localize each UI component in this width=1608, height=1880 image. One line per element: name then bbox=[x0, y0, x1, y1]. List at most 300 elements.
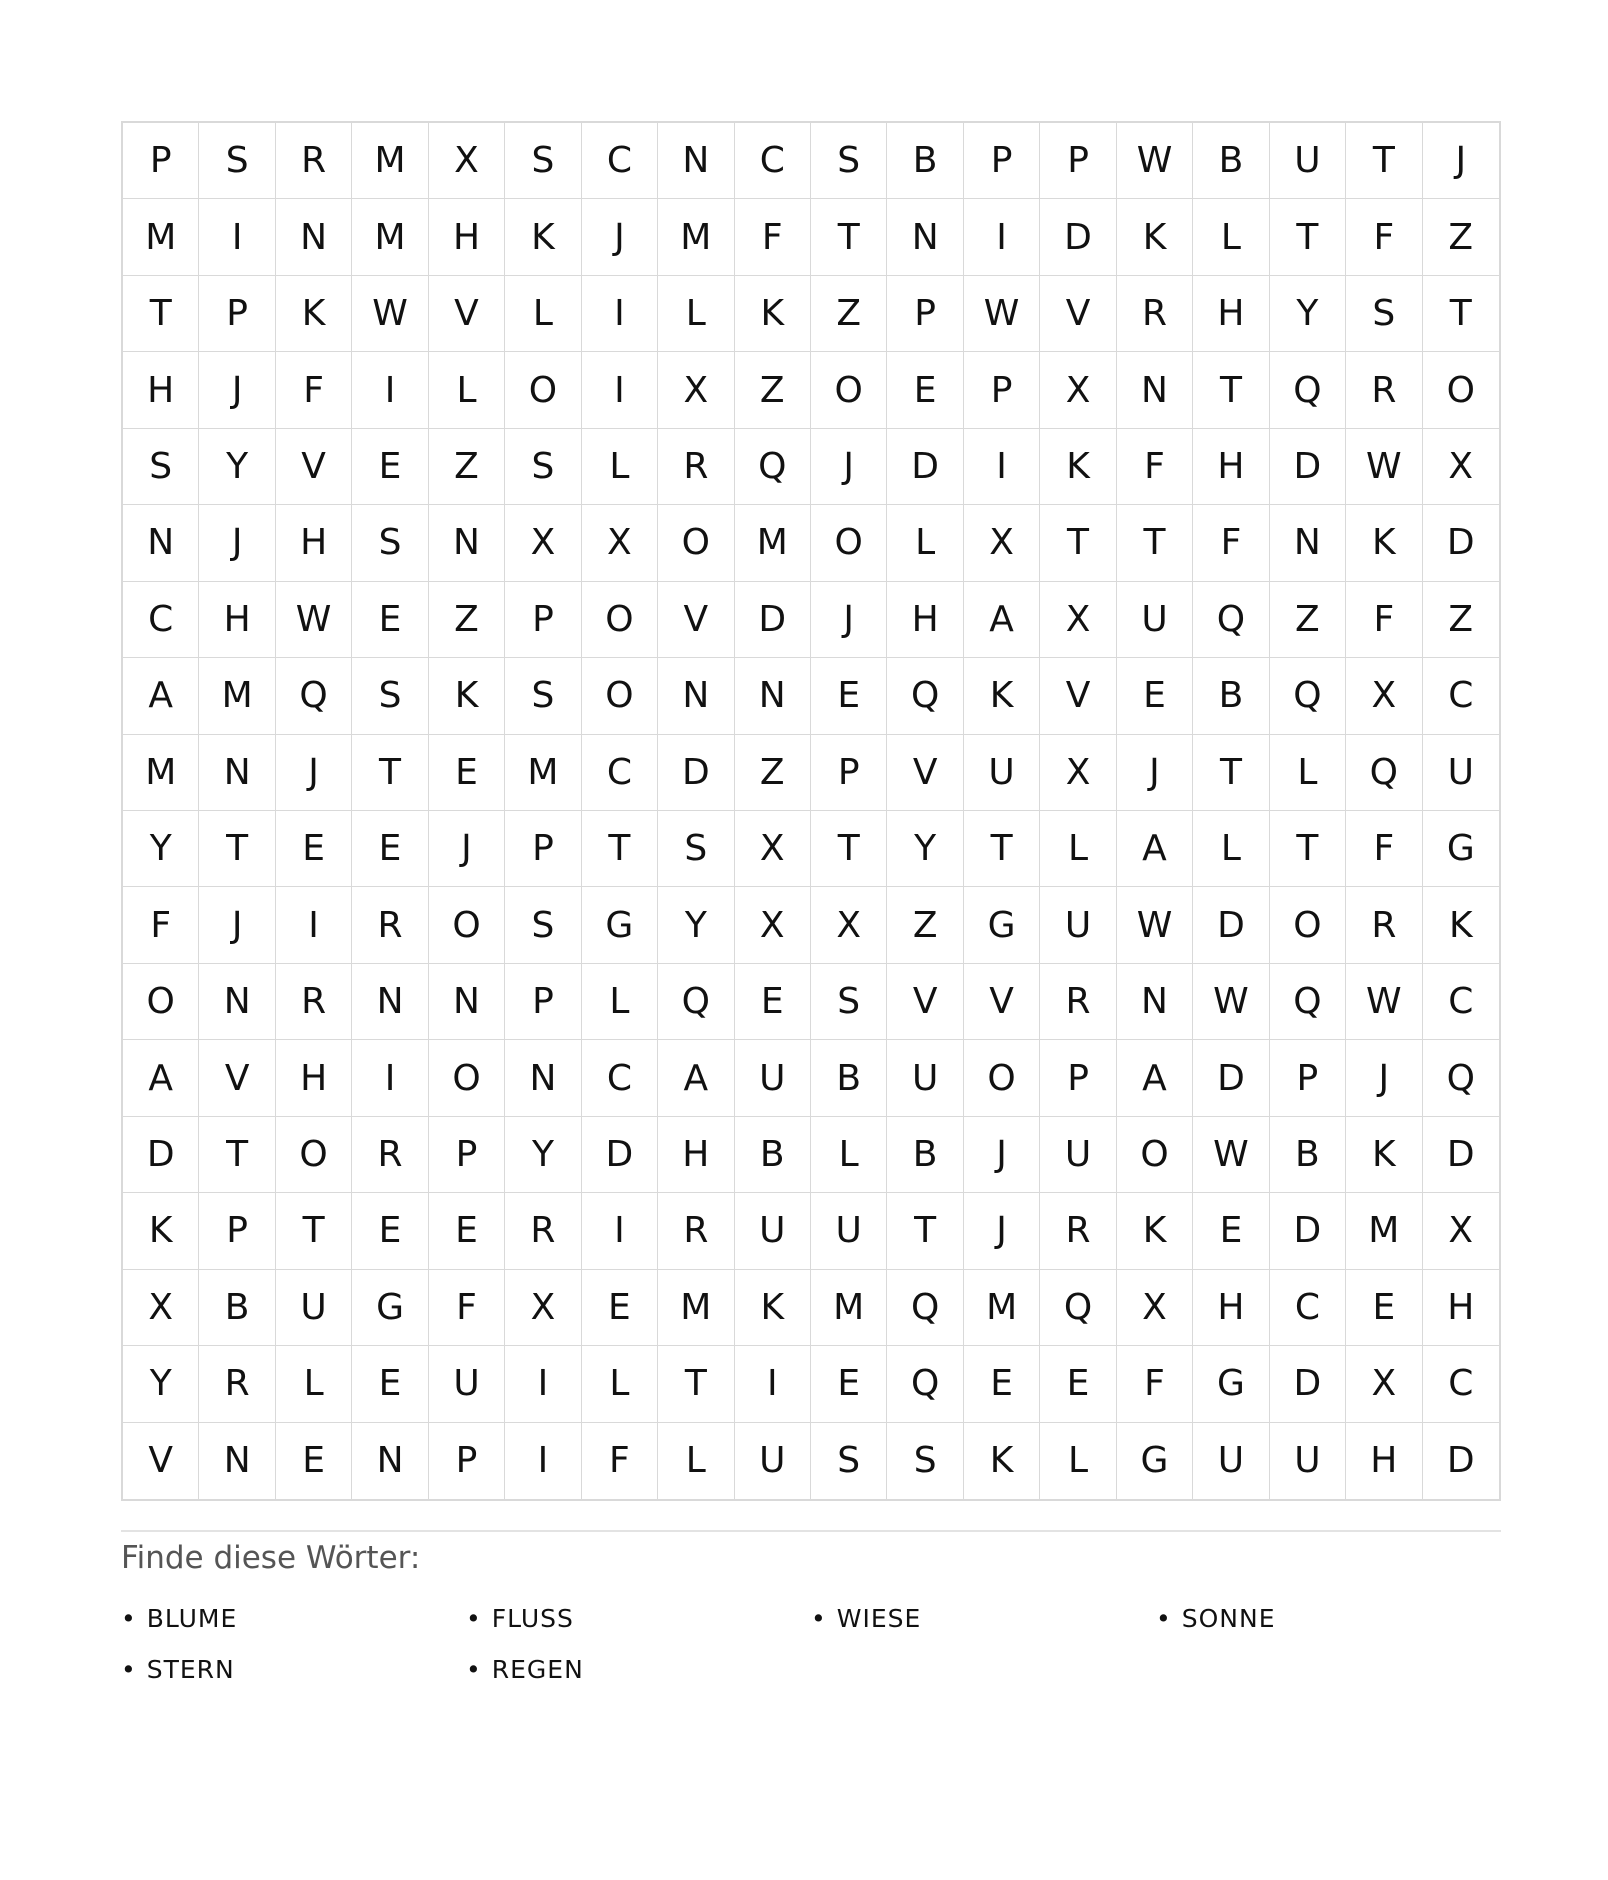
grid-cell[interactable]: T bbox=[1423, 276, 1499, 352]
grid-cell[interactable]: P bbox=[123, 123, 199, 199]
grid-cell[interactable]: V bbox=[199, 1040, 275, 1116]
grid-cell[interactable]: S bbox=[199, 123, 275, 199]
grid-cell[interactable]: Q bbox=[887, 658, 963, 734]
grid-cell[interactable]: D bbox=[123, 1117, 199, 1193]
grid-cell[interactable]: X bbox=[811, 887, 887, 963]
grid-cell[interactable]: J bbox=[276, 735, 352, 811]
grid-cell[interactable]: X bbox=[1040, 582, 1116, 658]
grid-cell[interactable]: V bbox=[964, 964, 1040, 1040]
grid-cell[interactable]: R bbox=[276, 123, 352, 199]
grid-cell[interactable]: Z bbox=[1423, 199, 1499, 275]
grid-cell[interactable]: E bbox=[276, 811, 352, 887]
grid-cell[interactable]: E bbox=[1346, 1270, 1422, 1346]
grid-cell[interactable]: N bbox=[887, 199, 963, 275]
grid-cell[interactable]: X bbox=[123, 1270, 199, 1346]
grid-cell[interactable]: V bbox=[1040, 658, 1116, 734]
grid-cell[interactable]: X bbox=[1423, 429, 1499, 505]
grid-cell[interactable]: C bbox=[1423, 964, 1499, 1040]
grid-cell[interactable]: J bbox=[582, 199, 658, 275]
grid-cell[interactable]: M bbox=[505, 735, 581, 811]
grid-cell[interactable]: K bbox=[276, 276, 352, 352]
grid-cell[interactable]: E bbox=[1040, 1346, 1116, 1422]
grid-cell[interactable]: C bbox=[1423, 658, 1499, 734]
grid-cell[interactable]: T bbox=[352, 735, 428, 811]
grid-cell[interactable]: E bbox=[735, 964, 811, 1040]
grid-cell[interactable]: N bbox=[352, 1423, 428, 1499]
grid-cell[interactable]: W bbox=[1193, 964, 1269, 1040]
grid-cell[interactable]: H bbox=[276, 1040, 352, 1116]
grid-cell[interactable]: S bbox=[505, 887, 581, 963]
grid-cell[interactable]: N bbox=[352, 964, 428, 1040]
grid-cell[interactable]: R bbox=[658, 429, 734, 505]
grid-cell[interactable]: V bbox=[887, 964, 963, 1040]
grid-cell[interactable]: Y bbox=[887, 811, 963, 887]
grid-cell[interactable]: M bbox=[658, 199, 734, 275]
grid-cell[interactable]: U bbox=[887, 1040, 963, 1116]
grid-cell[interactable]: E bbox=[887, 352, 963, 428]
grid-cell[interactable]: L bbox=[582, 1346, 658, 1422]
grid-cell[interactable]: S bbox=[123, 429, 199, 505]
grid-cell[interactable]: N bbox=[735, 658, 811, 734]
grid-cell[interactable]: U bbox=[964, 735, 1040, 811]
grid-cell[interactable]: F bbox=[276, 352, 352, 428]
grid-cell[interactable]: X bbox=[1346, 1346, 1422, 1422]
grid-cell[interactable]: K bbox=[1117, 199, 1193, 275]
grid-cell[interactable]: B bbox=[811, 1040, 887, 1116]
grid-cell[interactable]: K bbox=[1346, 1117, 1422, 1193]
grid-cell[interactable]: V bbox=[276, 429, 352, 505]
grid-cell[interactable]: T bbox=[1270, 199, 1346, 275]
grid-cell[interactable]: S bbox=[887, 1423, 963, 1499]
grid-cell[interactable]: T bbox=[276, 1193, 352, 1269]
grid-cell[interactable]: N bbox=[1117, 964, 1193, 1040]
grid-cell[interactable]: I bbox=[276, 887, 352, 963]
grid-cell[interactable]: D bbox=[1270, 1346, 1346, 1422]
grid-cell[interactable]: B bbox=[887, 1117, 963, 1193]
grid-cell[interactable]: A bbox=[658, 1040, 734, 1116]
grid-cell[interactable]: F bbox=[1193, 505, 1269, 581]
grid-cell[interactable]: T bbox=[887, 1193, 963, 1269]
grid-cell[interactable]: K bbox=[1423, 887, 1499, 963]
grid-cell[interactable]: Z bbox=[735, 735, 811, 811]
grid-cell[interactable]: B bbox=[887, 123, 963, 199]
grid-cell[interactable]: T bbox=[582, 811, 658, 887]
grid-cell[interactable]: X bbox=[735, 887, 811, 963]
grid-cell[interactable]: H bbox=[658, 1117, 734, 1193]
grid-cell[interactable]: Q bbox=[1270, 964, 1346, 1040]
grid-cell[interactable]: Z bbox=[429, 582, 505, 658]
grid-cell[interactable]: D bbox=[1423, 505, 1499, 581]
grid-cell[interactable]: K bbox=[429, 658, 505, 734]
grid-cell[interactable]: P bbox=[505, 582, 581, 658]
grid-cell[interactable]: L bbox=[887, 505, 963, 581]
grid-cell[interactable]: X bbox=[505, 1270, 581, 1346]
grid-cell[interactable]: N bbox=[276, 199, 352, 275]
grid-cell[interactable]: U bbox=[1270, 123, 1346, 199]
grid-cell[interactable]: U bbox=[1423, 735, 1499, 811]
grid-cell[interactable]: Q bbox=[887, 1270, 963, 1346]
grid-cell[interactable]: A bbox=[1117, 811, 1193, 887]
grid-cell[interactable]: T bbox=[964, 811, 1040, 887]
grid-cell[interactable]: J bbox=[1423, 123, 1499, 199]
grid-cell[interactable]: X bbox=[582, 505, 658, 581]
grid-cell[interactable]: Z bbox=[429, 429, 505, 505]
grid-cell[interactable]: L bbox=[276, 1346, 352, 1422]
grid-cell[interactable]: R bbox=[276, 964, 352, 1040]
grid-cell[interactable]: U bbox=[1193, 1423, 1269, 1499]
grid-cell[interactable]: E bbox=[1193, 1193, 1269, 1269]
grid-cell[interactable]: E bbox=[429, 1193, 505, 1269]
grid-cell[interactable]: M bbox=[199, 658, 275, 734]
grid-cell[interactable]: C bbox=[582, 123, 658, 199]
grid-cell[interactable]: L bbox=[1193, 199, 1269, 275]
grid-cell[interactable]: U bbox=[276, 1270, 352, 1346]
grid-cell[interactable]: S bbox=[505, 429, 581, 505]
grid-cell[interactable]: R bbox=[199, 1346, 275, 1422]
grid-cell[interactable]: P bbox=[1040, 1040, 1116, 1116]
grid-cell[interactable]: X bbox=[429, 123, 505, 199]
grid-cell[interactable]: P bbox=[811, 735, 887, 811]
grid-cell[interactable]: I bbox=[582, 1193, 658, 1269]
grid-cell[interactable]: K bbox=[735, 1270, 811, 1346]
grid-cell[interactable]: V bbox=[123, 1423, 199, 1499]
grid-cell[interactable]: P bbox=[1040, 123, 1116, 199]
grid-cell[interactable]: O bbox=[582, 658, 658, 734]
grid-cell[interactable]: Q bbox=[1346, 735, 1422, 811]
grid-cell[interactable]: U bbox=[735, 1040, 811, 1116]
grid-cell[interactable]: J bbox=[964, 1193, 1040, 1269]
grid-cell[interactable]: I bbox=[582, 276, 658, 352]
grid-cell[interactable]: U bbox=[811, 1193, 887, 1269]
grid-cell[interactable]: Y bbox=[505, 1117, 581, 1193]
grid-cell[interactable]: D bbox=[658, 735, 734, 811]
grid-cell[interactable]: T bbox=[1270, 811, 1346, 887]
grid-cell[interactable]: S bbox=[811, 964, 887, 1040]
grid-cell[interactable]: B bbox=[1193, 658, 1269, 734]
grid-cell[interactable]: D bbox=[1446, 1440, 1475, 1482]
grid-cell[interactable]: N bbox=[429, 505, 505, 581]
grid-cell[interactable]: I bbox=[582, 352, 658, 428]
grid-cell[interactable]: F bbox=[123, 887, 199, 963]
grid-cell[interactable]: T bbox=[1040, 505, 1116, 581]
grid-cell[interactable]: W bbox=[1346, 964, 1422, 1040]
grid-cell[interactable]: I bbox=[964, 199, 1040, 275]
grid-cell[interactable]: F bbox=[1117, 429, 1193, 505]
grid-cell[interactable]: X bbox=[1040, 352, 1116, 428]
grid-cell[interactable]: U bbox=[429, 1346, 505, 1422]
grid-cell[interactable]: E bbox=[1117, 658, 1193, 734]
grid-cell[interactable]: L bbox=[658, 1423, 734, 1499]
grid-cell[interactable]: S bbox=[811, 1423, 887, 1499]
grid-cell[interactable]: J bbox=[199, 505, 275, 581]
grid-cell[interactable]: G bbox=[582, 887, 658, 963]
grid-cell[interactable]: Z bbox=[735, 352, 811, 428]
grid-cell[interactable]: O bbox=[123, 964, 199, 1040]
grid-cell[interactable]: U bbox=[1117, 582, 1193, 658]
grid-cell[interactable]: P bbox=[964, 123, 1040, 199]
grid-cell[interactable]: E bbox=[429, 735, 505, 811]
grid-cell[interactable]: A bbox=[123, 658, 199, 734]
grid-cell[interactable]: K bbox=[735, 276, 811, 352]
grid-cell[interactable]: P bbox=[887, 276, 963, 352]
grid-cell[interactable]: H bbox=[1423, 1270, 1499, 1346]
grid-cell[interactable]: X bbox=[1040, 735, 1116, 811]
grid-cell[interactable]: J bbox=[199, 352, 275, 428]
grid-cell[interactable]: A bbox=[123, 1040, 199, 1116]
grid-cell[interactable]: J bbox=[1117, 735, 1193, 811]
grid-cell[interactable]: S bbox=[658, 811, 734, 887]
grid-cell[interactable]: Z bbox=[1423, 582, 1499, 658]
grid-cell[interactable]: C bbox=[1270, 1270, 1346, 1346]
grid-cell[interactable]: F bbox=[1346, 199, 1422, 275]
grid-cell[interactable]: O bbox=[429, 1040, 505, 1116]
grid-cell[interactable]: N bbox=[199, 964, 275, 1040]
grid-cell[interactable]: S bbox=[505, 658, 581, 734]
grid-cell[interactable]: T bbox=[123, 276, 199, 352]
grid-cell[interactable]: O bbox=[811, 505, 887, 581]
grid-cell[interactable]: E bbox=[352, 1193, 428, 1269]
grid-cell[interactable]: I bbox=[964, 429, 1040, 505]
grid-cell[interactable]: F bbox=[1117, 1346, 1193, 1422]
grid-cell[interactable]: R bbox=[658, 1193, 734, 1269]
grid-cell[interactable]: E bbox=[582, 1270, 658, 1346]
grid-cell[interactable]: S bbox=[811, 123, 887, 199]
grid-cell[interactable]: P bbox=[429, 1423, 505, 1499]
grid-cell[interactable]: O bbox=[505, 352, 581, 428]
grid-cell[interactable]: N bbox=[199, 735, 275, 811]
grid-cell[interactable]: C bbox=[123, 582, 199, 658]
grid-cell[interactable]: D bbox=[1270, 429, 1346, 505]
grid-cell[interactable]: R bbox=[352, 887, 428, 963]
grid-cell[interactable]: T bbox=[658, 1346, 734, 1422]
grid-cell[interactable]: M bbox=[352, 199, 428, 275]
grid-cell[interactable]: T bbox=[1117, 505, 1193, 581]
grid-cell[interactable]: X bbox=[505, 505, 581, 581]
grid-cell[interactable]: T bbox=[1193, 735, 1269, 811]
grid-cell[interactable]: O bbox=[429, 887, 505, 963]
grid-cell[interactable]: B bbox=[1270, 1117, 1346, 1193]
grid-cell[interactable]: G bbox=[964, 887, 1040, 963]
grid-cell[interactable]: H bbox=[1193, 429, 1269, 505]
grid-cell[interactable]: M bbox=[123, 735, 199, 811]
grid-cell[interactable]: R bbox=[352, 1117, 428, 1193]
grid-cell[interactable]: J bbox=[964, 1117, 1040, 1193]
grid-cell[interactable]: X bbox=[658, 352, 734, 428]
grid-cell[interactable]: E bbox=[352, 1346, 428, 1422]
grid-cell[interactable]: N bbox=[1117, 352, 1193, 428]
grid-cell[interactable]: K bbox=[123, 1193, 199, 1269]
grid-cell[interactable]: T bbox=[811, 811, 887, 887]
grid-cell[interactable]: D bbox=[1193, 1040, 1269, 1116]
grid-cell[interactable]: Q bbox=[1423, 1040, 1499, 1116]
grid-cell[interactable]: Q bbox=[887, 1346, 963, 1422]
grid-cell[interactable]: Q bbox=[658, 964, 734, 1040]
grid-cell[interactable]: K bbox=[1040, 429, 1116, 505]
grid-cell[interactable]: R bbox=[1040, 964, 1116, 1040]
grid-cell[interactable]: G bbox=[1423, 811, 1499, 887]
grid-cell[interactable]: S bbox=[505, 123, 581, 199]
grid-cell[interactable]: P bbox=[505, 964, 581, 1040]
grid-cell[interactable]: X bbox=[964, 505, 1040, 581]
grid-cell[interactable]: Q bbox=[276, 658, 352, 734]
grid-cell[interactable]: K bbox=[1346, 505, 1422, 581]
grid-cell[interactable]: Q bbox=[735, 429, 811, 505]
grid-cell[interactable]: Y bbox=[199, 429, 275, 505]
grid-cell[interactable]: O bbox=[1117, 1117, 1193, 1193]
grid-cell[interactable]: P bbox=[964, 352, 1040, 428]
grid-cell[interactable]: I bbox=[352, 352, 428, 428]
grid-cell[interactable]: Y bbox=[123, 1346, 199, 1422]
grid-cell[interactable]: O bbox=[582, 582, 658, 658]
grid-cell[interactable]: R bbox=[1346, 887, 1422, 963]
grid-cell[interactable]: N bbox=[1270, 505, 1346, 581]
grid-cell[interactable]: D bbox=[1193, 887, 1269, 963]
grid-cell[interactable]: T bbox=[199, 1117, 275, 1193]
grid-cell[interactable]: P bbox=[199, 1193, 275, 1269]
grid-cell[interactable]: X bbox=[1117, 1270, 1193, 1346]
grid-cell[interactable]: Q bbox=[1040, 1270, 1116, 1346]
grid-cell[interactable]: X bbox=[1346, 658, 1422, 734]
grid-cell[interactable]: D bbox=[887, 429, 963, 505]
grid-cell[interactable]: W bbox=[276, 582, 352, 658]
grid-cell[interactable]: I bbox=[352, 1040, 428, 1116]
grid-cell[interactable]: C bbox=[582, 1040, 658, 1116]
grid-cell[interactable]: N bbox=[505, 1040, 581, 1116]
grid-cell[interactable]: N bbox=[658, 658, 734, 734]
grid-cell[interactable]: T bbox=[199, 811, 275, 887]
grid-cell[interactable]: Z bbox=[887, 887, 963, 963]
grid-cell[interactable]: T bbox=[1193, 352, 1269, 428]
grid-cell[interactable]: H bbox=[276, 505, 352, 581]
grid-cell[interactable]: L bbox=[1193, 811, 1269, 887]
grid-cell[interactable]: Q bbox=[1270, 658, 1346, 734]
grid-cell[interactable]: S bbox=[352, 505, 428, 581]
grid-cell[interactable]: F bbox=[582, 1423, 658, 1499]
grid-cell[interactable]: I bbox=[735, 1346, 811, 1422]
grid-cell[interactable]: W bbox=[1117, 887, 1193, 963]
grid-cell[interactable]: D bbox=[1040, 199, 1116, 275]
grid-cell[interactable]: N bbox=[199, 1423, 275, 1499]
grid-cell[interactable]: F bbox=[429, 1270, 505, 1346]
grid-cell[interactable]: E bbox=[352, 582, 428, 658]
grid-cell[interactable]: G bbox=[352, 1270, 428, 1346]
grid-cell[interactable]: F bbox=[735, 199, 811, 275]
grid-cell[interactable]: H bbox=[1346, 1423, 1422, 1499]
grid-cell[interactable]: U bbox=[1040, 1117, 1116, 1193]
grid-cell[interactable]: U bbox=[735, 1193, 811, 1269]
grid-cell[interactable]: T bbox=[811, 199, 887, 275]
grid-cell[interactable]: W bbox=[1193, 1117, 1269, 1193]
grid-cell[interactable]: J bbox=[199, 887, 275, 963]
grid-cell[interactable]: L bbox=[1270, 735, 1346, 811]
grid-cell[interactable]: Y bbox=[1270, 276, 1346, 352]
grid-cell[interactable]: I bbox=[505, 1423, 581, 1499]
grid-cell[interactable]: B bbox=[199, 1270, 275, 1346]
grid-cell[interactable]: H bbox=[1193, 1270, 1269, 1346]
grid-cell[interactable]: F bbox=[1346, 811, 1422, 887]
grid-cell[interactable]: L bbox=[1040, 811, 1116, 887]
grid-cell[interactable]: X bbox=[735, 811, 811, 887]
grid-cell[interactable]: O bbox=[811, 352, 887, 428]
grid-cell[interactable]: R bbox=[1040, 1193, 1116, 1269]
grid-cell[interactable]: F bbox=[1346, 582, 1422, 658]
grid-cell[interactable]: E bbox=[352, 429, 428, 505]
grid-cell[interactable]: P bbox=[1270, 1040, 1346, 1116]
grid-cell[interactable]: O bbox=[276, 1117, 352, 1193]
grid-cell[interactable]: V bbox=[658, 582, 734, 658]
grid-cell[interactable]: L bbox=[1040, 1423, 1116, 1499]
grid-cell[interactable]: T bbox=[1346, 123, 1422, 199]
grid-cell[interactable]: J bbox=[429, 811, 505, 887]
grid-cell[interactable]: L bbox=[658, 276, 734, 352]
grid-cell[interactable]: Q bbox=[1270, 352, 1346, 428]
grid-cell[interactable]: M bbox=[1346, 1193, 1422, 1269]
grid-cell[interactable]: J bbox=[1346, 1040, 1422, 1116]
grid-cell[interactable]: G bbox=[1117, 1423, 1193, 1499]
grid-cell[interactable]: M bbox=[811, 1270, 887, 1346]
grid-cell[interactable]: B bbox=[1193, 123, 1269, 199]
grid-cell[interactable]: H bbox=[199, 582, 275, 658]
grid-cell[interactable]: K bbox=[964, 658, 1040, 734]
grid-cell[interactable]: W bbox=[1346, 429, 1422, 505]
grid-cell[interactable]: R bbox=[1346, 352, 1422, 428]
grid-cell[interactable]: W bbox=[1117, 123, 1193, 199]
grid-cell[interactable]: H bbox=[887, 582, 963, 658]
grid-cell[interactable]: A bbox=[1117, 1040, 1193, 1116]
grid-cell[interactable]: Z bbox=[1270, 582, 1346, 658]
grid-cell[interactable]: S bbox=[352, 658, 428, 734]
grid-cell[interactable]: M bbox=[735, 505, 811, 581]
grid-cell[interactable]: N bbox=[429, 964, 505, 1040]
grid-cell[interactable]: G bbox=[1193, 1346, 1269, 1422]
grid-cell[interactable]: W bbox=[352, 276, 428, 352]
grid-cell[interactable]: O bbox=[1270, 887, 1346, 963]
grid-cell[interactable]: K bbox=[964, 1423, 1040, 1499]
grid-cell[interactable]: H bbox=[1193, 276, 1269, 352]
grid-cell[interactable]: I bbox=[199, 199, 275, 275]
grid-cell[interactable]: B bbox=[735, 1117, 811, 1193]
grid-cell[interactable]: L bbox=[582, 964, 658, 1040]
grid-cell[interactable]: V bbox=[429, 276, 505, 352]
grid-cell[interactable]: J bbox=[811, 582, 887, 658]
grid-cell[interactable]: M bbox=[123, 199, 199, 275]
grid-cell[interactable]: Q bbox=[1193, 582, 1269, 658]
grid-cell[interactable]: U bbox=[1040, 887, 1116, 963]
grid-cell[interactable]: Z bbox=[811, 276, 887, 352]
grid-cell[interactable]: R bbox=[1117, 276, 1193, 352]
grid-cell[interactable]: Y bbox=[658, 887, 734, 963]
grid-cell[interactable]: O bbox=[964, 1040, 1040, 1116]
grid-cell[interactable]: D bbox=[582, 1117, 658, 1193]
grid-cell[interactable]: W bbox=[964, 276, 1040, 352]
grid-cell[interactable]: M bbox=[658, 1270, 734, 1346]
grid-cell[interactable]: U bbox=[735, 1423, 811, 1499]
grid-cell[interactable]: L bbox=[811, 1117, 887, 1193]
grid-cell[interactable]: P bbox=[429, 1117, 505, 1193]
grid-cell[interactable]: P bbox=[505, 811, 581, 887]
grid-cell[interactable]: Y bbox=[123, 811, 199, 887]
grid-cell[interactable]: K bbox=[1117, 1193, 1193, 1269]
grid-cell[interactable]: L bbox=[429, 352, 505, 428]
grid-cell[interactable]: N bbox=[123, 505, 199, 581]
grid-cell[interactable]: L bbox=[582, 429, 658, 505]
grid-cell[interactable]: J bbox=[811, 429, 887, 505]
grid-cell[interactable]: H bbox=[429, 199, 505, 275]
grid-cell[interactable]: E bbox=[811, 1346, 887, 1422]
grid-cell[interactable]: X bbox=[1423, 1193, 1499, 1269]
grid-cell[interactable]: H bbox=[123, 352, 199, 428]
grid-cell[interactable]: V bbox=[887, 735, 963, 811]
